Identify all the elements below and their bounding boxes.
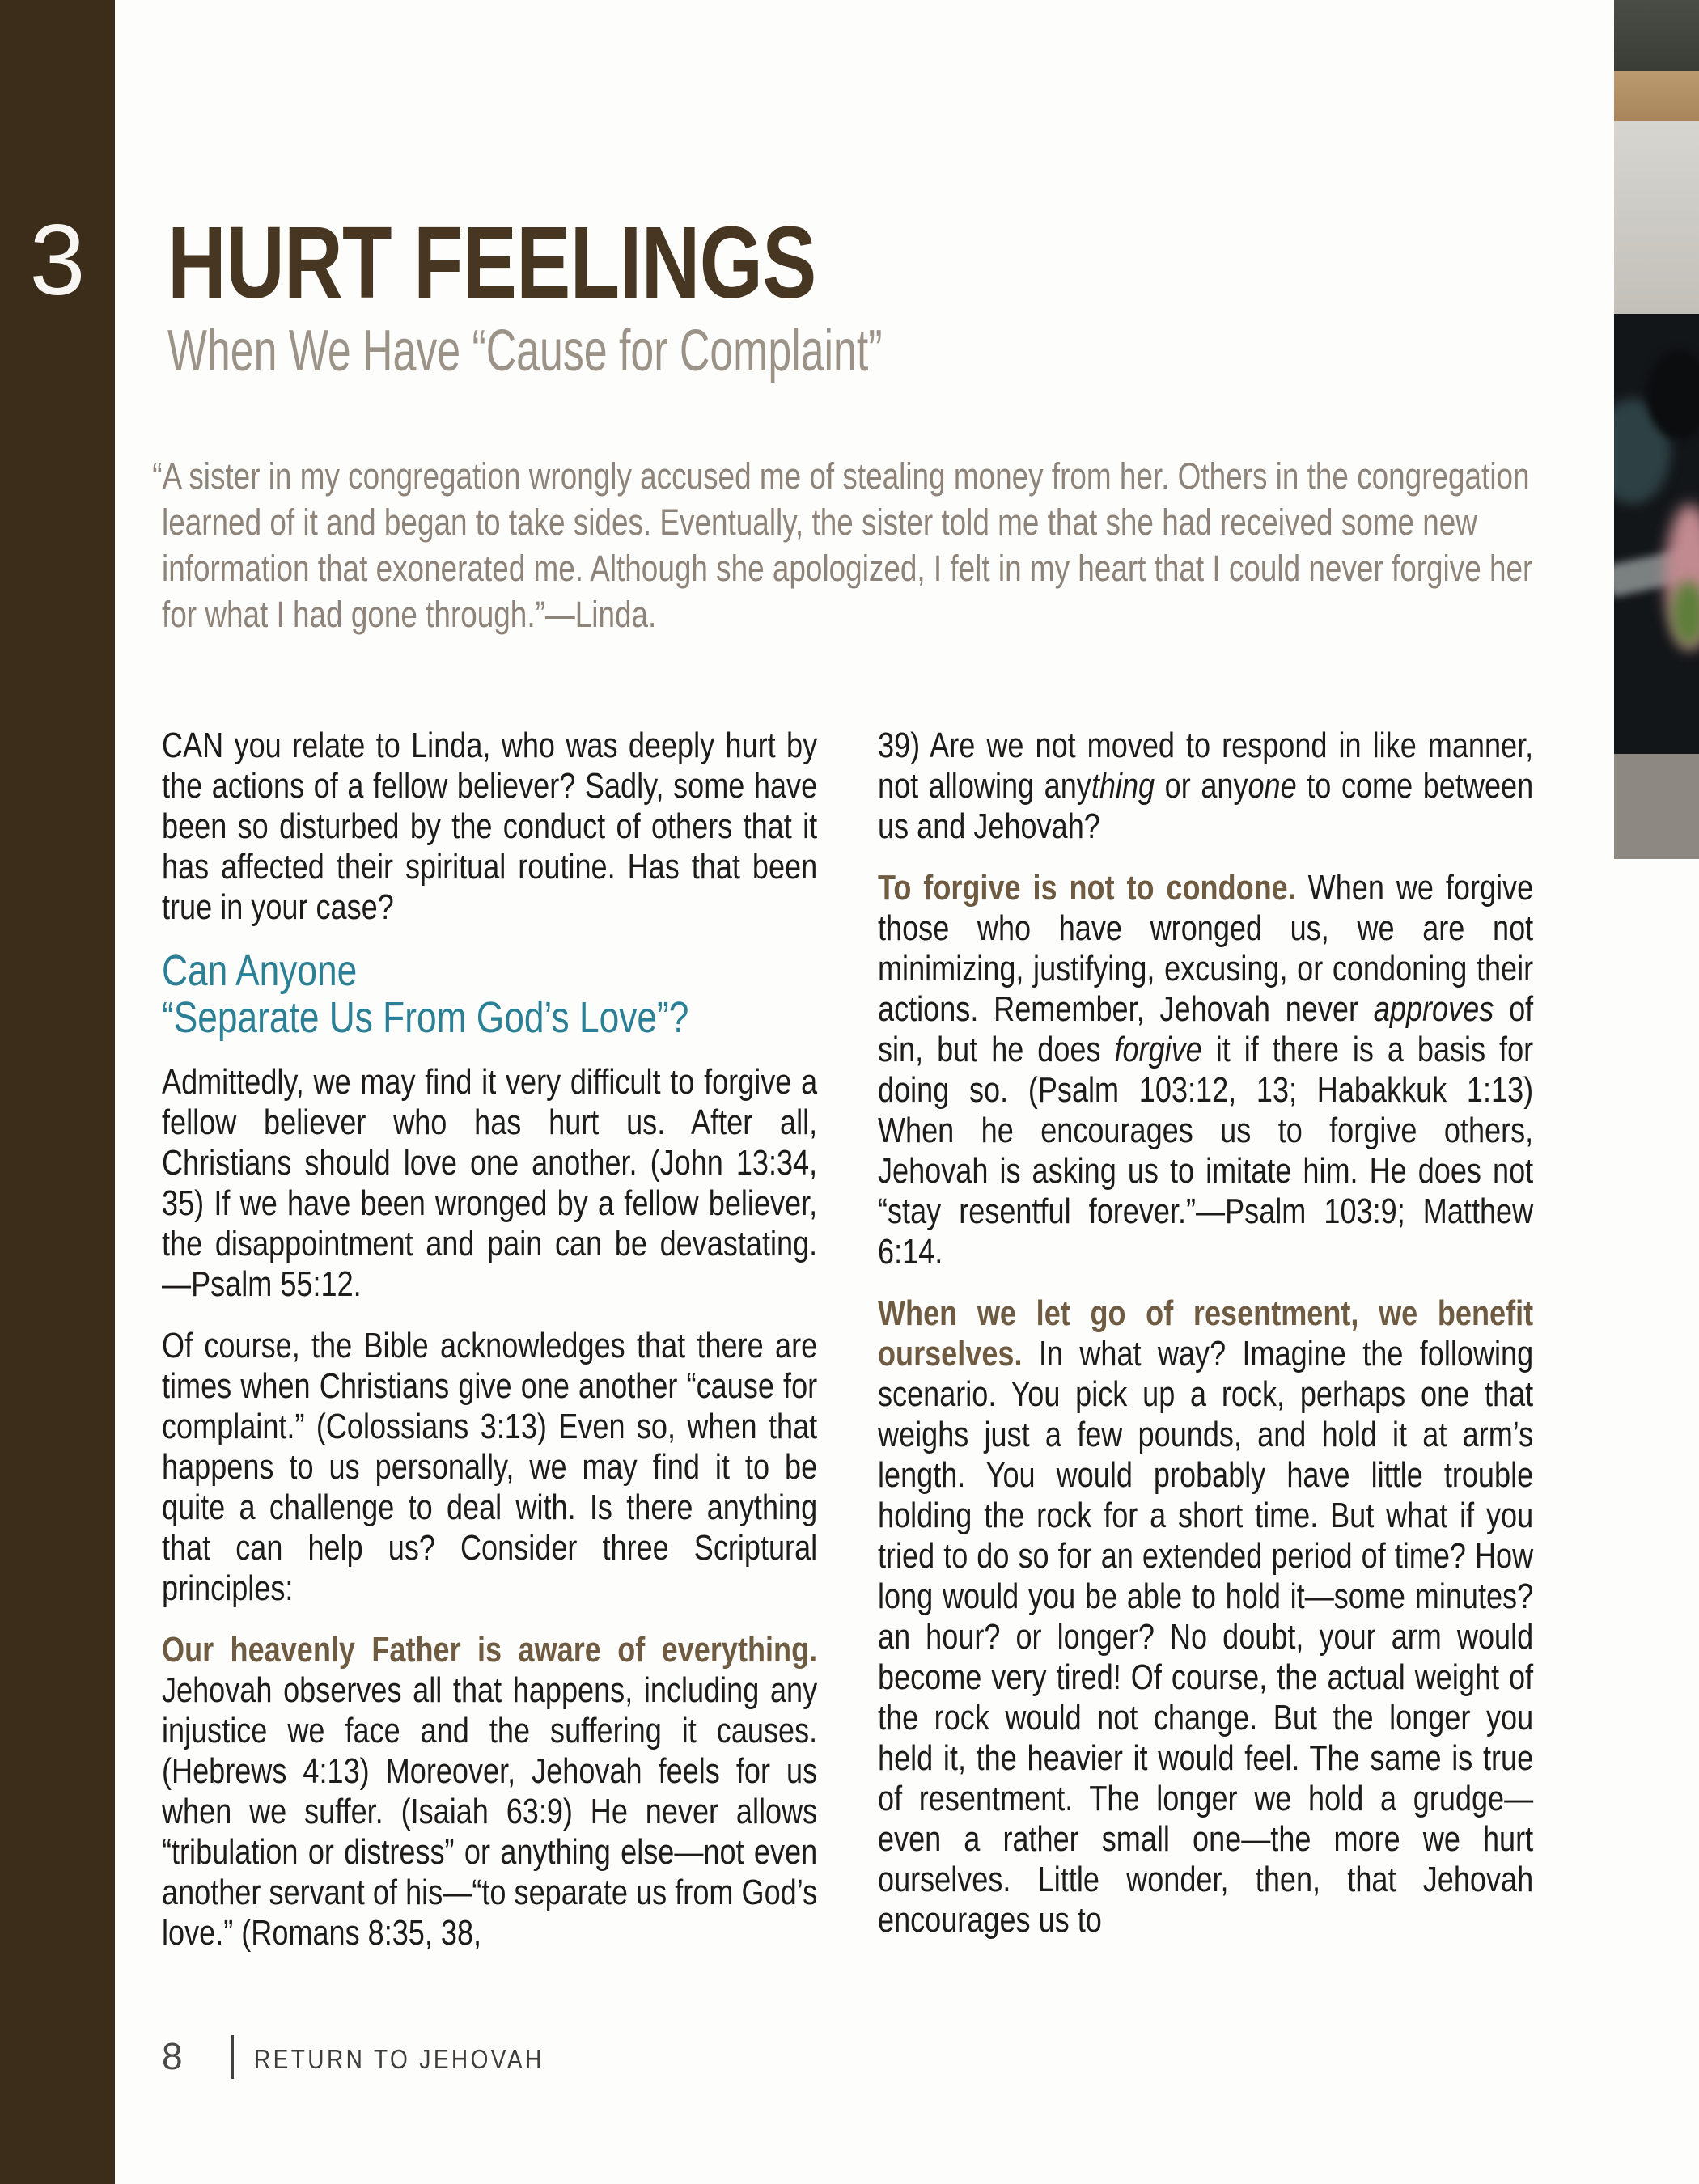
photo-wall bbox=[1614, 121, 1699, 314]
body-text: of sin, but he does bbox=[878, 989, 1534, 1069]
body-text: CAN you relate to Linda, who was deeply hurt by the actions of a fellow believer? Sadly, some have been so disturbed by the conduct of others that it has affected their spiritual routine. Has that been true in your case? bbox=[162, 726, 818, 927]
photo-gray-block bbox=[1614, 754, 1699, 859]
chapter-subtitle: When We Have “Cause for Complaint” bbox=[167, 319, 883, 383]
body-text: it if there is a basis for doing so. (Psalm 103:12, 13; Habakkuk 1:13) When he encourages us to forgive others, Jehovah is asking us to imitate him. He does not “stay resentful forever.”—Psalm 103:9; Matthew 6:14. bbox=[878, 1030, 1534, 1272]
body-text: or any bbox=[1155, 766, 1248, 806]
body-text: When we forgive those who have wronged us, we are not minimizing, justifying, excusing, or condoning their actions. Remember, Jehovah never bbox=[878, 868, 1534, 1029]
section-heading bbox=[162, 947, 817, 1041]
footer-divider bbox=[231, 2035, 234, 2079]
photo-dark-area bbox=[1614, 314, 1699, 754]
photo-wood-band bbox=[1614, 71, 1699, 121]
paragraph bbox=[162, 1326, 817, 1609]
paragraph bbox=[162, 1630, 817, 1953]
page-number: 8 bbox=[162, 2035, 183, 2077]
body-text: to come between us and Jehovah? bbox=[878, 766, 1534, 846]
body-text: Of course, the Bible acknowledges that there are times when Christians give one another “cause for complaint.” (Colossians 3:13) Even so, when that happens to us personally, we may find it to be quite a challenge to deal with. Is there anything that can help us? Consider three Scriptural principles: bbox=[162, 1326, 818, 1608]
article-left-column bbox=[162, 726, 817, 1953]
book-title: RETURN TO JEHOVAH bbox=[254, 2044, 544, 2074]
paragraph bbox=[878, 726, 1533, 847]
italic-text: approves bbox=[1373, 989, 1494, 1029]
chapter-number: 3 bbox=[29, 205, 86, 316]
section-heading-line: Can Anyone bbox=[162, 946, 358, 995]
paragraph bbox=[162, 726, 817, 928]
bold-lead-in: To forgive is not to condone. bbox=[878, 868, 1296, 908]
bold-lead-in: When we let go of resentment, we benefit ourselves. bbox=[878, 1293, 1534, 1373]
photo-ceiling bbox=[1614, 0, 1699, 71]
bold-lead-in: Our heavenly Father is aware of everything. bbox=[162, 1630, 818, 1670]
body-text: Jehovah observes all that happens, including any injustice we face and the suffering it causes. (Hebrews 4:13) Moreover, Jehovah feels for us when we suffer. (Isaiah 63:9) He never allows “tribulation or distress” or anything else—not even another servant of his—“to separate us from God’s love.” (Romans 8:35, 38, bbox=[162, 1670, 818, 1953]
testimonial-quote: “A sister in my congregation wrongly accused me of stealing money from her. Others in the congregation learned of it and began to take sides. Eventually, the sister told me that she had received some new information that exonerated me. Although she apologized, I felt in my heart that I could never forgive her for what I had gone through.”—Linda. bbox=[152, 455, 1533, 635]
italic-text: thing bbox=[1091, 766, 1155, 806]
body-text: Admittedly, we may find it very difficult to forgive a fellow believer who has hurt us. After all, Christians should love one another. (John 13:34, 35) If we have been wronged by a fellow believer, the disappointment and pain can be devastating.—Psalm 55:12. bbox=[162, 1062, 818, 1304]
body-text: In what way? Imagine the following scenario. You pick up a rock, perhaps one that weighs just a few pounds, and hold it at arm’s length. You would probably have little trouble holding the rock for a short time. But what if you tried to do so for an extended period of time? How long would you be able to hold it—some minutes? an hour? or longer? No doubt, your arm would become very tired! Of course, the actual weight of the rock would not change. But the longer you held it, the heavier it would feel. The same is true of resentment. The longer we hold a grudge—even a rather small one—the more we hurt ourselves. Little wonder, then, that Jehovah encourages us to bbox=[878, 1334, 1534, 1940]
chapter-title: HURT FEELINGS bbox=[167, 205, 816, 320]
left-accent-bar bbox=[0, 0, 115, 2184]
paragraph bbox=[878, 868, 1533, 1272]
article-right-column bbox=[878, 726, 1533, 1941]
section-heading-line: “Separate Us From God’s Love”? bbox=[162, 993, 689, 1042]
paragraph bbox=[878, 1293, 1533, 1941]
italic-text: forgive bbox=[1114, 1030, 1202, 1069]
paragraph bbox=[162, 1062, 817, 1305]
italic-text: one bbox=[1248, 766, 1297, 806]
body-text: 39) Are we not moved to respond in like manner, not allowing any bbox=[878, 726, 1534, 806]
photo-green-shape bbox=[1671, 581, 1699, 645]
meeting-photo bbox=[1614, 0, 1699, 859]
